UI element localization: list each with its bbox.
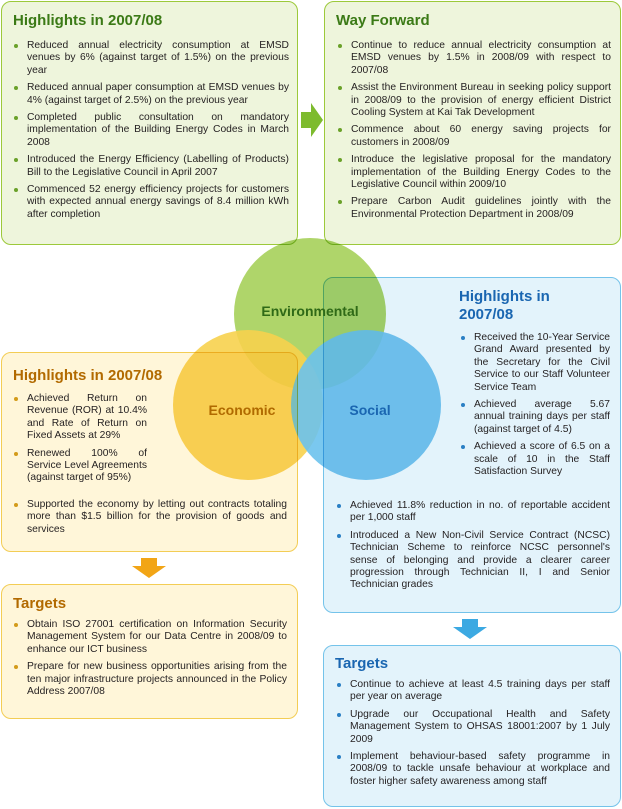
list-item: Commenced 52 energy efficiency projects for customers with expected annual energy savings of 8.4 million kWh after completion (13, 184, 289, 221)
list-item: Supported the economy by letting out contracts totaling more than $1.5 billion for the provision of goods and services (13, 499, 287, 536)
list-item: Commence about 60 energy saving projects for customers in 2008/09 (337, 124, 611, 149)
way-forward-title: Way Forward (336, 12, 430, 29)
list-item: Achieved average 5.67 annual training days per staff (against target of 4.5) (460, 399, 610, 436)
venn-label-social: Social (349, 402, 391, 418)
arrow-down-icon (132, 558, 166, 578)
list-item: Introduced a New Non-Civil Service Contract (NCSC) Technician Scheme to reinforce NCSC personnel's sense of belonging and provide a clearer career progression through Technician II, I and Senior Technician grades (336, 530, 610, 592)
list-item: Continue to achieve at least 4.5 training days per staff per year on average (336, 679, 610, 704)
social-targets-box (323, 645, 621, 807)
list-item: Achieved a score of 6.5 on a scale of 10 in the Staff Satisfaction Survey (460, 441, 610, 478)
social-targets-list (336, 679, 610, 788)
list-item: Assist the Environment Bureau in seeking policy support in 2008/09 to the provision of energy efficient District Cooling System at Kai Tak Development (337, 82, 611, 119)
arrow-down-icon (453, 619, 487, 639)
social-targets-title: Targets (335, 655, 389, 672)
list-item: Continue to reduce annual electricity consumption at EMSD venues by 1.5% in 2008/09 with respect to 2007/08 (337, 40, 611, 77)
list-item: Introduce the legislative proposal for the mandatory implementation of the Building Energy Codes to the Legislative Council within 2009/10 (337, 154, 611, 191)
environmental-highlights-title: Highlights in 2007/08 (13, 12, 163, 29)
list-item: Reduced annual paper consumption at EMSD venues by 4% (against target of 2.5%) on the previous year (13, 82, 289, 107)
list-item: Renewed 100% of Service Level Agreements (against target of 95%) (13, 448, 147, 485)
list-item: Achieved 11.8% reduction in no. of reportable accident per 1,000 staff (336, 500, 610, 525)
list-item: Completed public consultation on mandatory implementation of the Building Energy Codes in March 2008 (13, 112, 289, 149)
list-item: Received the 10-Year Service Grand Award presented by the Secretary for the Civil Service to our Staff Volunteer Service Team (460, 332, 610, 394)
list-item: Obtain ISO 27001 certification on Information Security Management System for our Data Centre in 2008/09 to enhance our ICT business (13, 619, 287, 656)
list-item: Prepare Carbon Audit guidelines jointly with the Environmental Protection Department in 2008/09 (337, 196, 611, 221)
list-item: Achieved Return on Revenue (ROR) at 10.4% and Rate of Return on Fixed Assets at 29% (13, 393, 147, 443)
economic-highlights-title: Highlights in 2007/08 (13, 367, 163, 384)
list-item: Prepare for new business opportunities arising from the ten major infrastructure projects announced in the Policy Address 2007/08 (13, 661, 287, 698)
social-highlights-title-line1: Highlights in (459, 288, 550, 305)
venn-label-economic: Economic (208, 402, 276, 418)
list-item: Reduced annual electricity consumption at EMSD venues by 6% (against target of 1.5%) on the previous year (13, 40, 289, 77)
social-highlights-title-line2: 2007/08 (459, 306, 514, 323)
economic-targets-title: Targets (13, 595, 67, 612)
list-item: Introduced the Energy Efficiency (Labelling of Products) Bill to the Legislative Council in April 2007 (13, 154, 289, 179)
venn-label-environmental: Environmental (261, 303, 359, 319)
list-item: Implement behaviour-based safety programme in 2008/09 to tackle unsafe behaviour at workplace and foster higher safety awareness among staff (336, 751, 610, 788)
economic-targets-list (13, 619, 287, 698)
economic-targets-box (1, 584, 298, 719)
list-item: Upgrade our Occupational Health and Safety Management System to OHSAS 18001:2007 by 1 July 2009 (336, 709, 610, 746)
